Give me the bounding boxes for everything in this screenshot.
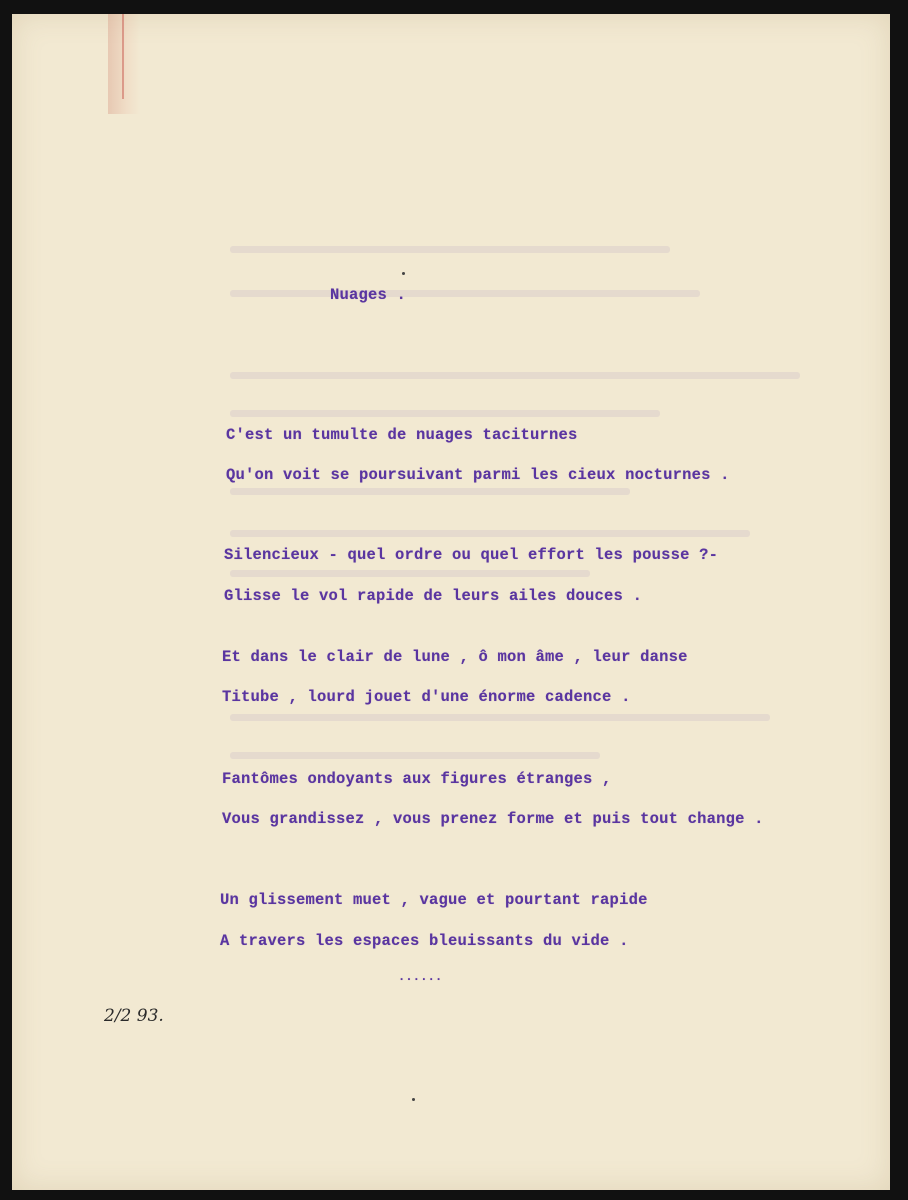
poem-line: C'est un tumulte de nuages taciturnes <box>226 426 578 444</box>
paper-tear-mark <box>108 14 140 114</box>
poem-line: Titube , lourd jouet d'une énorme cadence . <box>222 688 631 706</box>
end-mark: ...... <box>398 970 443 984</box>
poem-title: Nuages . <box>330 286 407 304</box>
poem-line: Glisse le vol rapide de leurs ailes douces . <box>224 587 643 605</box>
poem-line: Fantômes ondoyants aux figures étranges , <box>222 770 612 788</box>
poem-line: Qu'on voit se poursuivant parmi les cieux nocturnes . <box>226 466 730 484</box>
poem-line: Un glissement muet , vague et pourtant rapide <box>220 891 648 909</box>
poem-line: Et dans le clair de lune , ô mon âme , leur danse <box>222 648 688 666</box>
poem-line: Silencieux - quel ordre ou quel effort les pousse ?- <box>224 546 719 564</box>
ink-speck <box>402 272 405 275</box>
handwritten-note: 2/2 93. <box>104 1006 164 1026</box>
poem-line: A travers les espaces bleuissants du vide . <box>220 932 629 950</box>
ink-speck <box>412 1098 415 1101</box>
poem-line: Vous grandissez , vous prenez forme et puis tout change . <box>222 810 764 828</box>
document-page <box>12 14 890 1190</box>
